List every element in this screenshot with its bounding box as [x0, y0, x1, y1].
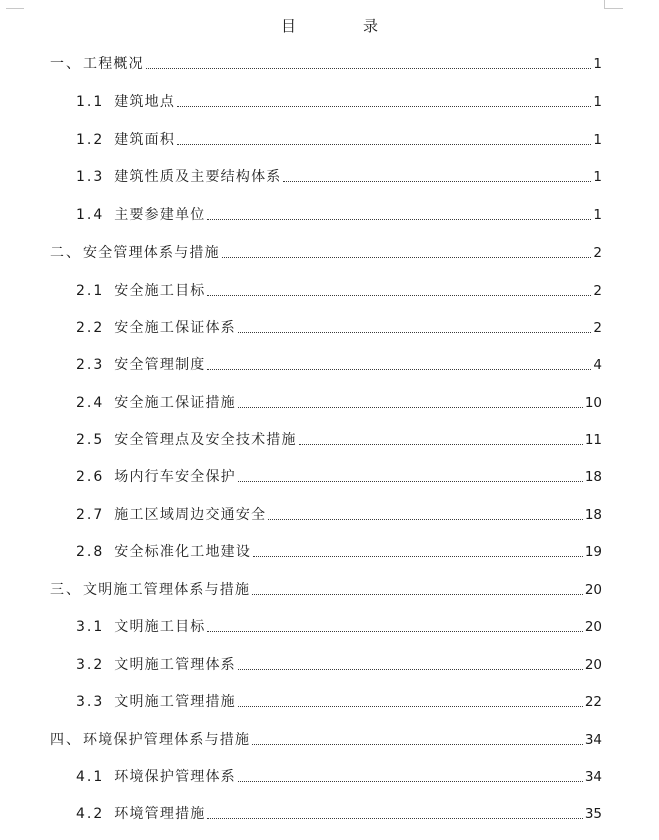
toc-entry-number: 2.7: [76, 507, 105, 523]
toc-entry-number: 3.1: [76, 619, 105, 635]
toc-entry[interactable]: [76, 202, 602, 224]
toc-entry[interactable]: [76, 89, 602, 111]
toc-entry-title: 建筑性质及主要结构体系: [114, 169, 282, 185]
dot-leader: [268, 518, 583, 520]
toc-entry[interactable]: [76, 352, 602, 374]
toc-entry[interactable]: [76, 764, 602, 786]
toc-entry-page: 34: [584, 769, 602, 785]
toc-entry[interactable]: [50, 577, 602, 599]
toc-entry-title: 安全施工目标: [114, 283, 206, 299]
dot-leader: [207, 294, 591, 296]
toc-entry-number: 4.2: [76, 806, 105, 822]
toc-entry-title: 环境保护管理体系: [114, 769, 236, 785]
toc-entry-page: 11: [584, 432, 602, 448]
dot-leader: [207, 630, 582, 632]
toc-entry-title: 安全管理制度: [114, 357, 206, 373]
toc-entry-number: 1.4: [76, 207, 105, 223]
dot-leader: [299, 443, 583, 445]
toc-entry-number: 2.3: [76, 357, 105, 373]
toc-entry-page: 18: [584, 507, 602, 523]
dot-leader: [177, 143, 591, 145]
toc-entry-page: 1: [593, 169, 602, 185]
toc-entry-number: 一、: [50, 56, 82, 72]
dot-leader: [207, 817, 582, 819]
dot-leader: [253, 555, 583, 557]
toc-entry[interactable]: [76, 539, 602, 561]
toc-entry-title: 环境管理措施: [114, 806, 206, 822]
dot-leader: [177, 105, 591, 107]
toc-entry-page: 18: [584, 469, 602, 485]
toc-entry-page: 20: [584, 619, 602, 635]
toc-entry[interactable]: [76, 164, 602, 186]
toc-entry-title: 安全施工保证措施: [114, 395, 236, 411]
toc-entry-title: 施工区域周边交通安全: [114, 507, 267, 523]
dot-leader: [207, 218, 591, 220]
dot-leader: [252, 593, 583, 595]
dot-leader: [238, 331, 592, 333]
toc-entry-title: 建筑地点: [114, 94, 176, 110]
toc-entry[interactable]: [50, 51, 602, 73]
toc-entry-page: 19: [584, 544, 602, 560]
toc-entry[interactable]: [76, 427, 602, 449]
toc-entry-page: 22: [584, 694, 602, 710]
toc-title: 目 录: [280, 17, 404, 35]
toc-entry-page: 35: [584, 806, 602, 822]
toc-entry[interactable]: [76, 614, 602, 636]
dot-leader: [238, 406, 583, 408]
toc-entry-page: 1: [593, 94, 602, 110]
toc-entry-page: 1: [593, 207, 602, 223]
toc-entry-page: 2: [593, 245, 602, 261]
toc-entry-page: 20: [584, 582, 602, 598]
dot-leader: [207, 368, 591, 370]
toc-entry[interactable]: [76, 278, 602, 300]
toc-entry-title: 建筑面积: [114, 132, 176, 148]
toc-entry-title: 安全管理体系与措施: [83, 245, 220, 261]
toc-entry-number: 1.3: [76, 169, 105, 185]
toc-entry-number: 2.4: [76, 395, 105, 411]
toc-entry-number: 1.2: [76, 132, 105, 148]
toc-entry-number: 3.3: [76, 694, 105, 710]
toc-entry-number: 二、: [50, 245, 82, 261]
toc-entry-title: 场内行车安全保护: [114, 469, 236, 485]
toc-entry[interactable]: [76, 689, 602, 711]
toc-entry-title: 安全施工保证体系: [114, 320, 236, 336]
toc-entry-title: 工程概况: [83, 56, 144, 72]
toc-entry-page: 2: [593, 283, 602, 299]
toc-entry-title: 文明施工目标: [114, 619, 206, 635]
toc-entry-page: 34: [584, 732, 602, 748]
toc-entry-number: 三、: [50, 582, 82, 598]
toc-entry-page: 10: [584, 395, 602, 411]
toc-entry-number: 2.5: [76, 432, 105, 448]
toc-entry-page: 4: [593, 357, 602, 373]
toc-entry-number: 2.2: [76, 320, 105, 336]
toc-entry[interactable]: [76, 315, 602, 337]
toc-entry-title: 文明施工管理体系与措施: [83, 582, 251, 598]
toc-entry-title: 文明施工管理体系: [114, 657, 236, 673]
toc-entry-title: 环境保护管理体系与措施: [83, 732, 251, 748]
toc-entry[interactable]: [76, 127, 602, 149]
toc-entry-title: 文明施工管理措施: [114, 694, 236, 710]
toc-entry-number: 2.6: [76, 469, 105, 485]
toc-entry-title: 安全标准化工地建设: [114, 544, 252, 560]
toc-entry-title: 主要参建单位: [114, 207, 206, 223]
toc-entry-number: 1.1: [76, 94, 105, 110]
toc-entry[interactable]: [50, 240, 602, 262]
dot-leader: [252, 743, 583, 745]
toc-entry-page: 1: [593, 56, 602, 72]
dot-leader: [222, 256, 592, 258]
dot-leader: [238, 780, 583, 782]
dot-leader: [238, 668, 583, 670]
toc-entry-number: 3.2: [76, 657, 105, 673]
toc-entry[interactable]: [76, 801, 602, 823]
toc-entry-title: 安全管理点及安全技术措施: [114, 432, 297, 448]
toc-entry[interactable]: [76, 464, 602, 486]
toc-entry-page: 20: [584, 657, 602, 673]
toc-entry[interactable]: [76, 502, 602, 524]
dot-leader: [283, 180, 591, 182]
toc-entry-number: 四、: [50, 732, 82, 748]
dot-leader: [146, 67, 592, 69]
toc-entry-page: 1: [593, 132, 602, 148]
toc-entry-number: 2.8: [76, 544, 105, 560]
toc-entry[interactable]: [50, 727, 602, 749]
dot-leader: [238, 705, 583, 707]
dot-leader: [238, 480, 583, 482]
toc-entry-number: 4.1: [76, 769, 105, 785]
toc-entry[interactable]: [76, 390, 602, 412]
toc-entry-page: 2: [593, 320, 602, 336]
toc-entry[interactable]: [76, 652, 602, 674]
toc-entry-number: 2.1: [76, 283, 105, 299]
